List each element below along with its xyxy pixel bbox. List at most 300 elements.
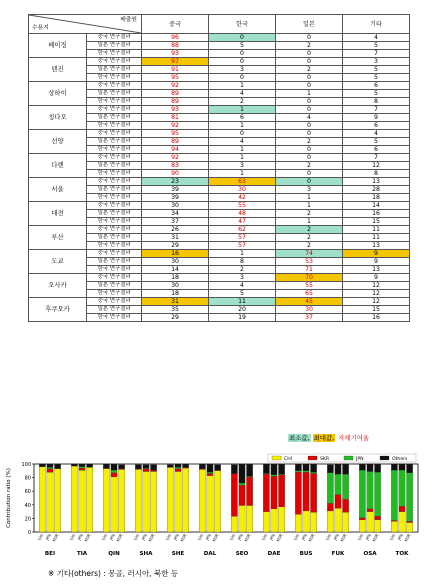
- value-cell-china: 95: [142, 74, 209, 82]
- value-cell-other: 4: [343, 130, 410, 138]
- value-cell-korea: 57: [209, 234, 276, 242]
- x-sub-label: CHI: [196, 533, 205, 542]
- value-cell-korea: 47: [209, 218, 276, 226]
- study-label-cell: 한국 연구결과: [87, 122, 142, 130]
- value-cell-korea: 55: [209, 202, 276, 210]
- value-cell-korea: 57: [209, 242, 276, 250]
- table-row: [29, 250, 410, 258]
- bar-tia-kor-chi: [87, 467, 93, 532]
- city-cell: 후쿠오카: [29, 298, 87, 322]
- table-row: [29, 306, 410, 314]
- x-sub-label: KOR: [179, 533, 188, 543]
- bar-dae-chi-others: [263, 464, 269, 474]
- table-corner-cell: [29, 15, 142, 34]
- study-label-cell: 중국 연구결과: [87, 82, 142, 90]
- bar-dae-jpn-chi: [271, 509, 277, 532]
- value-cell-china: 37: [142, 218, 209, 226]
- bar-dal-chi-chi: [199, 469, 205, 532]
- study-label-cell: 중국 연구결과: [87, 202, 142, 210]
- bar-she-jpn-skr: [175, 469, 181, 472]
- city-cell: 다롄: [29, 154, 87, 178]
- corner-source-label: 배출원: [120, 17, 137, 23]
- value-cell-china: 30: [142, 202, 209, 210]
- study-label-cell: 한국 연구결과: [87, 314, 142, 322]
- bar-tia-jpn-chi: [79, 470, 85, 532]
- table-row: [29, 218, 410, 226]
- value-cell-other: 7: [343, 50, 410, 58]
- bar-bei-chi-others: [39, 464, 45, 467]
- value-cell-japan: 2: [276, 138, 343, 146]
- study-label-cell: 한국 연구결과: [87, 74, 142, 82]
- value-cell-japan: 0: [276, 98, 343, 106]
- bar-bei-chi-chi: [39, 467, 45, 532]
- x-sub-label: KOR: [147, 533, 156, 543]
- bar-bei-kor-chi: [55, 469, 61, 532]
- bar-dae-jpn-jpn: [271, 475, 277, 476]
- bar-osa-jpn-others: [367, 464, 373, 471]
- column-header-other: 기타: [343, 15, 410, 34]
- value-cell-japan: 45: [276, 298, 343, 306]
- value-cell-china: 31: [142, 234, 209, 242]
- y-tick-label: 80: [24, 475, 31, 482]
- study-label-cell: 일본 연구결과: [87, 162, 142, 170]
- study-label-cell: 한국 연구결과: [87, 98, 142, 106]
- x-group-label: DAE: [267, 551, 281, 557]
- value-cell-china: 96: [142, 34, 209, 42]
- city-cell: 오사카: [29, 274, 87, 298]
- bar-bus-kor-others: [311, 464, 317, 472]
- bar-dae-kor-skr: [279, 475, 285, 507]
- bar-she-kor-others: [183, 464, 189, 467]
- value-cell-japan: 0: [276, 130, 343, 138]
- x-group-label: FUK: [331, 551, 345, 557]
- bar-tok-kor-skr: [407, 521, 413, 522]
- bar-bus-jpn-jpn: [303, 471, 309, 472]
- x-group-label: QIN: [108, 551, 120, 557]
- bar-dal-jpn-skr: [207, 474, 213, 476]
- value-cell-china: 89: [142, 98, 209, 106]
- value-cell-china: 39: [142, 186, 209, 194]
- bar-tia-jpn-skr: [79, 468, 85, 470]
- column-header-korea: 한국: [209, 15, 276, 34]
- table-row: [29, 106, 410, 114]
- bar-osa-kor-chi: [375, 520, 381, 532]
- value-cell-china: 39: [142, 194, 209, 202]
- x-sub-label: KOR: [371, 533, 380, 543]
- value-cell-korea: 1: [209, 122, 276, 130]
- table-row: [29, 298, 410, 306]
- value-cell-korea: 30: [209, 186, 276, 194]
- bar-qin-chi-chi: [103, 469, 109, 532]
- value-cell-korea: 6: [209, 114, 276, 122]
- bar-tok-kor-jpn: [407, 473, 413, 521]
- value-cell-japan: 0: [276, 58, 343, 66]
- bar-dal-jpn-others: [207, 464, 213, 472]
- value-cell-japan: 3: [276, 186, 343, 194]
- study-label-cell: 일본 연구결과: [87, 42, 142, 50]
- value-cell-other: 9: [343, 250, 410, 258]
- value-cell-other: 11: [343, 234, 410, 242]
- value-cell-china: 81: [142, 114, 209, 122]
- x-group-label: OSA: [363, 551, 377, 557]
- x-sub-label: CHI: [388, 533, 397, 542]
- value-cell-korea: 5: [209, 290, 276, 298]
- bar-fuk-chi-jpn: [327, 473, 333, 504]
- x-sub-label: CHI: [132, 533, 141, 542]
- study-label-cell: 일본 연구결과: [87, 138, 142, 146]
- bar-dae-chi-chi: [263, 512, 269, 532]
- x-sub-label: CHI: [260, 533, 269, 542]
- value-cell-china: 92: [142, 154, 209, 162]
- bar-seo-chi-skr: [231, 474, 237, 517]
- value-cell-japan: 30: [276, 306, 343, 314]
- highlight-legend: [288, 433, 370, 442]
- bar-tok-jpn-jpn: [399, 470, 405, 506]
- value-cell-japan: 0: [276, 106, 343, 114]
- value-cell-korea: 4: [209, 282, 276, 290]
- bar-sha-kor-chi: [151, 471, 157, 532]
- bar-osa-kor-jpn: [375, 472, 381, 516]
- value-cell-china: 18: [142, 290, 209, 298]
- bar-dal-chi-others: [199, 464, 205, 469]
- corner-receptor-label: 수용지: [32, 25, 49, 31]
- value-cell-japan: 0: [276, 170, 343, 178]
- table-row: [29, 202, 410, 210]
- x-group-label: SHA: [139, 551, 153, 557]
- bar-bei-jpn-others: [47, 464, 53, 467]
- x-group-label: TOK: [395, 551, 409, 557]
- value-cell-other: 15: [343, 218, 410, 226]
- x-sub-label: CHI: [228, 533, 237, 542]
- table-row: [29, 122, 410, 130]
- value-cell-korea: 42: [209, 194, 276, 202]
- study-label-cell: 일본 연구결과: [87, 234, 142, 242]
- x-sub-label: CHI: [324, 533, 333, 542]
- value-cell-japan: 0: [276, 34, 343, 42]
- table-row: [29, 98, 410, 106]
- x-group-label: SHE: [171, 551, 185, 557]
- bar-fuk-kor-skr: [343, 499, 349, 512]
- bar-qin-kor-others: [119, 465, 125, 469]
- table-row: [29, 194, 410, 202]
- value-cell-china: 95: [142, 130, 209, 138]
- legend-label-jpn: JPN: [356, 457, 364, 462]
- table-row: [29, 58, 410, 66]
- bar-bus-jpn-others: [303, 464, 309, 471]
- value-cell-korea: 19: [209, 314, 276, 322]
- bar-she-jpn-chi: [175, 471, 181, 532]
- study-label-cell: 중국 연구결과: [87, 34, 142, 42]
- legend-label-chi: CHI: [284, 457, 293, 462]
- study-label-cell: 일본 연구결과: [87, 66, 142, 74]
- value-cell-japan: 0: [276, 146, 343, 154]
- bar-fuk-jpn-chi: [335, 508, 341, 532]
- table-row: [29, 90, 410, 98]
- x-sub-label: KOR: [339, 533, 348, 543]
- bar-dae-chi-skr: [263, 474, 269, 511]
- bar-bus-kor-chi: [311, 512, 317, 532]
- value-cell-other: 13: [343, 266, 410, 274]
- bar-qin-chi-others: [103, 464, 109, 468]
- bar-bus-kor-skr: [311, 474, 317, 513]
- x-sub-label: JPN: [268, 533, 276, 541]
- x-sub-label: JPN: [108, 533, 116, 541]
- city-cell: 칭다오: [29, 106, 87, 130]
- study-label-cell: 중국 연구결과: [87, 274, 142, 282]
- study-label-cell: 한국 연구결과: [87, 194, 142, 202]
- x-sub-label: JPN: [44, 533, 52, 541]
- bar-tok-kor-others: [407, 464, 413, 473]
- value-cell-japan: 2: [276, 234, 343, 242]
- bar-dae-kor-others: [279, 464, 285, 474]
- study-label-cell: 한국 연구결과: [87, 50, 142, 58]
- value-cell-japan: 2: [276, 162, 343, 170]
- table-row: [29, 114, 410, 122]
- value-cell-japan: 37: [276, 314, 343, 322]
- bar-seo-kor-chi: [247, 505, 253, 532]
- bar-fuk-chi-skr: [327, 503, 333, 510]
- value-cell-korea: 62: [209, 226, 276, 234]
- bar-sha-jpn-others: [143, 465, 149, 468]
- legend-swatch-others: [380, 456, 389, 460]
- value-cell-china: 31: [142, 298, 209, 306]
- bar-tia-jpn-jpn: [79, 467, 85, 468]
- table-row: [29, 290, 410, 298]
- bar-bei-jpn-chi: [47, 472, 53, 532]
- bar-sha-jpn-skr: [143, 469, 149, 472]
- y-axis-label: Contribution ratio (%): [6, 468, 12, 528]
- table-row: [29, 130, 410, 138]
- value-cell-korea: 0: [209, 74, 276, 82]
- value-cell-korea: 1: [209, 106, 276, 114]
- table-row: [29, 74, 410, 82]
- bar-qin-jpn-jpn: [111, 470, 117, 473]
- value-cell-other: 5: [343, 74, 410, 82]
- value-cell-japan: 1: [276, 90, 343, 98]
- bar-qin-jpn-skr: [111, 473, 117, 477]
- bar-osa-kor-skr: [375, 516, 381, 519]
- study-label-cell: 한국 연구결과: [87, 218, 142, 226]
- value-cell-korea: 4: [209, 90, 276, 98]
- value-cell-korea: 5: [209, 42, 276, 50]
- value-cell-other: 15: [343, 306, 410, 314]
- x-sub-label: JPN: [140, 533, 148, 541]
- bar-dae-jpn-others: [271, 464, 277, 475]
- bar-fuk-kor-others: [343, 464, 349, 474]
- value-cell-china: 16: [142, 250, 209, 258]
- bar-osa-chi-chi: [359, 520, 365, 532]
- value-cell-japan: 0: [276, 178, 343, 186]
- bar-osa-chi-jpn: [359, 470, 365, 518]
- table-row: [29, 234, 410, 242]
- city-cell: 서울: [29, 178, 87, 202]
- bar-fuk-chi-chi: [327, 511, 333, 532]
- city-cell: 선양: [29, 130, 87, 154]
- x-group-label: BEI: [44, 551, 56, 557]
- value-cell-other: 6: [343, 146, 410, 154]
- value-cell-korea: 63: [209, 178, 276, 186]
- legend-self: 자체기여율: [338, 434, 370, 442]
- study-label-cell: 일본 연구결과: [87, 186, 142, 194]
- value-cell-japan: 71: [276, 266, 343, 274]
- value-cell-korea: 3: [209, 274, 276, 282]
- x-sub-label: CHI: [100, 533, 109, 542]
- value-cell-korea: 2: [209, 98, 276, 106]
- bar-seo-jpn-jpn: [239, 483, 245, 485]
- x-sub-label: KOR: [115, 533, 124, 543]
- x-sub-label: CHI: [68, 533, 77, 542]
- bar-dae-kor-chi: [279, 507, 285, 532]
- value-cell-china: 90: [142, 170, 209, 178]
- bar-she-jpn-jpn: [175, 467, 181, 468]
- study-label-cell: 중국 연구결과: [87, 154, 142, 162]
- value-cell-japan: 4: [276, 114, 343, 122]
- bar-dal-kor-chi: [215, 471, 221, 532]
- table-row: [29, 186, 410, 194]
- legend-max: 최대값,: [313, 434, 335, 442]
- table-row: [29, 154, 410, 162]
- table-row: [29, 66, 410, 74]
- table-row: [29, 146, 410, 154]
- value-cell-japan: 1: [276, 202, 343, 210]
- value-cell-japan: 0: [276, 154, 343, 162]
- value-cell-japan: 1: [276, 218, 343, 226]
- bar-sha-jpn-chi: [143, 471, 149, 532]
- table-row: [29, 266, 410, 274]
- value-cell-china: 29: [142, 242, 209, 250]
- bar-bus-chi-chi: [295, 514, 301, 532]
- value-cell-japan: 74: [276, 250, 343, 258]
- table-row: [29, 226, 410, 234]
- bar-tia-chi-others: [71, 464, 77, 466]
- value-cell-other: 5: [343, 42, 410, 50]
- value-cell-korea: 3: [209, 66, 276, 74]
- bar-bus-kor-jpn: [311, 472, 317, 473]
- study-label-cell: 일본 연구결과: [87, 282, 142, 290]
- bar-fuk-kor-chi: [343, 512, 349, 532]
- bar-fuk-jpn-jpn: [335, 474, 341, 494]
- bar-tia-kor-others: [87, 464, 93, 467]
- value-cell-china: 89: [142, 90, 209, 98]
- legend-swatch-chi: [272, 456, 281, 460]
- x-sub-label: JPN: [172, 533, 180, 541]
- value-cell-other: 4: [343, 34, 410, 42]
- value-cell-other: 13: [343, 178, 410, 186]
- city-cell: 상하이: [29, 82, 87, 106]
- value-cell-korea: 0: [209, 50, 276, 58]
- column-header-china: 중국: [142, 15, 209, 34]
- value-cell-japan: 70: [276, 274, 343, 282]
- value-cell-korea: 3: [209, 162, 276, 170]
- bar-tok-jpn-others: [399, 464, 405, 470]
- legend-label-skr: SKR: [320, 457, 330, 462]
- value-cell-other: 9: [343, 274, 410, 282]
- bar-osa-kor-others: [375, 464, 381, 472]
- study-label-cell: 한국 연구결과: [87, 146, 142, 154]
- value-cell-china: 93: [142, 50, 209, 58]
- value-cell-japan: 0: [276, 82, 343, 90]
- value-cell-china: 34: [142, 210, 209, 218]
- value-cell-japan: 0: [276, 74, 343, 82]
- value-cell-china: 97: [142, 58, 209, 66]
- value-cell-korea: 0: [209, 130, 276, 138]
- table-row: [29, 210, 410, 218]
- bar-sha-chi-others: [135, 465, 141, 469]
- value-cell-korea: 1: [209, 82, 276, 90]
- table-row: [29, 162, 410, 170]
- x-sub-label: JPN: [236, 533, 244, 541]
- study-label-cell: 중국 연구결과: [87, 130, 142, 138]
- value-cell-other: 9: [343, 114, 410, 122]
- value-cell-china: 89: [142, 138, 209, 146]
- bar-tia-jpn-others: [79, 464, 85, 467]
- value-cell-japan: 55: [276, 282, 343, 290]
- x-sub-label: CHI: [356, 533, 365, 542]
- bar-osa-jpn-chi: [367, 512, 373, 532]
- study-label-cell: 일본 연구결과: [87, 114, 142, 122]
- study-label-cell: 한국 연구결과: [87, 290, 142, 298]
- value-cell-other: 14: [343, 202, 410, 210]
- bar-dal-kor-others: [215, 465, 221, 470]
- bar-osa-jpn-jpn: [367, 471, 373, 508]
- x-sub-label: CHI: [164, 533, 173, 542]
- x-sub-label: JPN: [332, 533, 340, 541]
- value-cell-china: 88: [142, 42, 209, 50]
- study-label-cell: 중국 연구결과: [87, 226, 142, 234]
- value-cell-other: 5: [343, 90, 410, 98]
- value-cell-china: 92: [142, 122, 209, 130]
- value-cell-other: 7: [343, 154, 410, 162]
- bar-bei-jpn-jpn: [47, 467, 53, 468]
- value-cell-korea: 1: [209, 154, 276, 162]
- bar-osa-chi-others: [359, 464, 365, 470]
- bar-seo-kor-others: [247, 464, 253, 476]
- value-cell-china: 83: [142, 162, 209, 170]
- bar-seo-jpn-skr: [239, 485, 245, 505]
- value-cell-japan: 65: [276, 290, 343, 298]
- bar-fuk-jpn-skr: [335, 495, 341, 509]
- city-cell: 텐진: [29, 58, 87, 82]
- x-group-label: TIA: [76, 551, 88, 557]
- value-cell-china: 91: [142, 66, 209, 74]
- bar-bus-chi-others: [295, 464, 301, 471]
- bar-fuk-kor-jpn: [343, 474, 349, 499]
- x-sub-label: KOR: [51, 533, 60, 543]
- value-cell-korea: 48: [209, 210, 276, 218]
- bar-bei-kor-others: [55, 464, 61, 469]
- value-cell-korea: 11: [209, 298, 276, 306]
- value-cell-japan: 2: [276, 66, 343, 74]
- value-cell-china: 29: [142, 314, 209, 322]
- bar-she-kor-chi: [183, 468, 189, 532]
- table-row: [29, 314, 410, 322]
- value-cell-china: 14: [142, 266, 209, 274]
- value-cell-other: 5: [343, 66, 410, 74]
- x-group-label: BUS: [299, 551, 313, 557]
- bar-seo-chi-chi: [231, 516, 237, 532]
- value-cell-other: 12: [343, 290, 410, 298]
- x-group-label: DAL: [203, 551, 217, 557]
- bar-sha-chi-chi: [135, 469, 141, 532]
- value-cell-korea: 0: [209, 34, 276, 42]
- bar-sha-kor-others: [151, 465, 157, 470]
- value-cell-china: 23: [142, 178, 209, 186]
- bar-tia-chi-chi: [71, 466, 77, 532]
- value-cell-japan: 2: [276, 242, 343, 250]
- bar-dal-jpn-jpn: [207, 472, 213, 473]
- bar-sha-kor-skr: [151, 470, 157, 471]
- study-label-cell: 일본 연구결과: [87, 210, 142, 218]
